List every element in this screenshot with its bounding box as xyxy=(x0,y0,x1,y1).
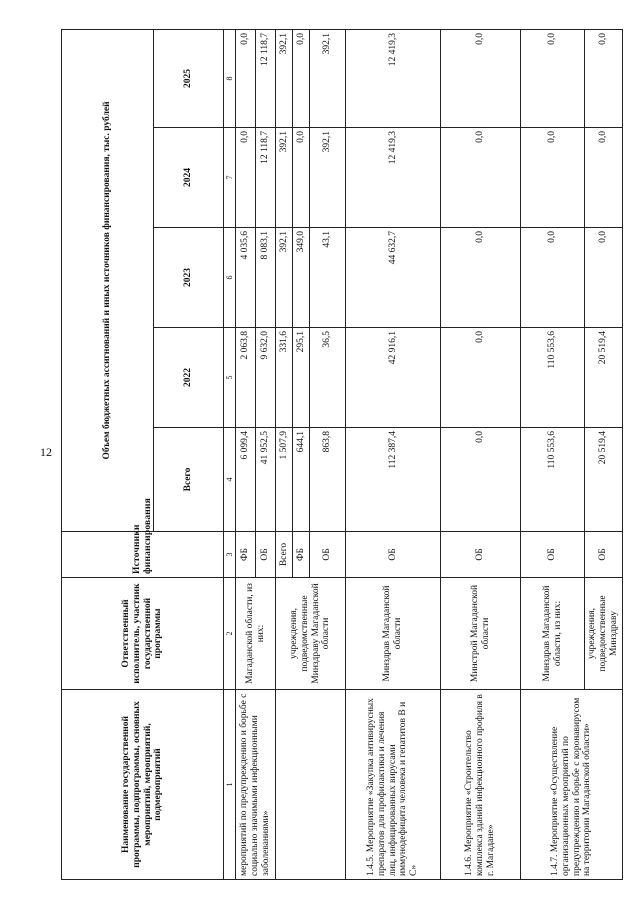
header-source: Источники финансирования xyxy=(62,532,224,578)
value-cell: 9 632,0 xyxy=(256,328,276,428)
value-cell: 2 063,8 xyxy=(236,328,256,428)
item-executor: учреждения, подведомственные Минздраву xyxy=(585,578,623,690)
value-cell: 12 118,7 xyxy=(256,128,276,228)
value-cell: 0,0 xyxy=(441,29,521,127)
item-executor: Минстрой Магаданской области xyxy=(441,578,521,690)
item-name: 1.4.6. Мероприятие «Строительство комплекса зданий инфекционного профиля в г. Магадане» xyxy=(441,690,521,880)
table-row xyxy=(521,29,585,879)
col-number: 2 xyxy=(224,578,236,690)
header-2023: 2023 xyxy=(154,228,224,328)
value-cell: 0,0 xyxy=(441,428,521,532)
table-row xyxy=(441,29,521,879)
budget-table xyxy=(61,29,623,880)
source-cell: ОБ xyxy=(521,532,585,578)
table-row xyxy=(236,29,256,879)
header-2024: 2024 xyxy=(154,128,224,228)
source-cell: ОБ xyxy=(346,532,441,578)
item-name: мероприятий по предупреждению и борьбе с социально значимыми инфекционными заболеваниями» xyxy=(236,690,276,880)
page-number: 12 xyxy=(40,445,52,459)
col-number: 5 xyxy=(224,328,236,428)
header-total: Всего xyxy=(154,428,224,532)
value-cell: 349,0 xyxy=(293,228,310,328)
value-cell: 0,0 xyxy=(293,128,310,228)
column-number-row xyxy=(224,29,236,879)
value-cell: 392,1 xyxy=(276,128,293,228)
source-cell: ФБ xyxy=(293,532,310,578)
table-row xyxy=(276,29,293,879)
value-cell: 295,1 xyxy=(293,328,310,428)
value-cell: 644,1 xyxy=(293,428,310,532)
col-number: 1 xyxy=(224,690,236,880)
header-executor: Ответственный исполнитель, участник государственной программы xyxy=(62,578,224,690)
header-name: Наименование государственной программы, подпрограммы, основных мероприятий, мероприятий, подмероприятий xyxy=(62,690,224,880)
header-2025: 2025 xyxy=(154,29,224,127)
col-number: 3 xyxy=(224,532,236,578)
header-2022: 2022 xyxy=(154,328,224,428)
value-cell: 392,1 xyxy=(310,128,346,228)
col-number: 6 xyxy=(224,228,236,328)
item-executor: Минздрав Магаданской области, из них: xyxy=(521,578,585,690)
table-row xyxy=(346,29,441,879)
item-executor: учреждения, подведомственные Минздраву Магаданской области xyxy=(276,578,346,690)
budget-table-sheet xyxy=(61,30,619,880)
value-cell: 331,6 xyxy=(276,328,293,428)
value-cell: 0,0 xyxy=(441,328,521,428)
item-name-empty xyxy=(276,690,346,880)
col-number: 7 xyxy=(224,128,236,228)
value-cell: 110 553,6 xyxy=(521,428,585,532)
value-cell: 6 099,4 xyxy=(236,428,256,532)
value-cell: 0,0 xyxy=(521,128,585,228)
value-cell: 0,0 xyxy=(441,128,521,228)
value-cell: 12 419,3 xyxy=(346,128,441,228)
value-cell: 0,0 xyxy=(236,128,256,228)
value-cell: 44 632,7 xyxy=(346,228,441,328)
header-funding: Объем бюджетных ассигнований и иных источников финансирования, тыс. рублей xyxy=(62,29,154,531)
value-cell: 0,0 xyxy=(293,29,310,127)
item-name: 1.4.7. Мероприятие «Осуществление организационных мероприятий по предупреждению и борьбе с коронавирусом на территории Магаданской области» xyxy=(521,690,623,880)
value-cell: 110 553,6 xyxy=(521,328,585,428)
value-cell: 392,1 xyxy=(276,228,293,328)
source-cell: ФБ xyxy=(236,532,256,578)
value-cell: 12 419,3 xyxy=(346,29,441,127)
source-cell: ОБ xyxy=(256,532,276,578)
source-cell: Всего xyxy=(276,532,293,578)
value-cell: 0,0 xyxy=(585,128,623,228)
value-cell: 0,0 xyxy=(521,228,585,328)
value-cell: 0,0 xyxy=(585,228,623,328)
value-cell: 43,1 xyxy=(310,228,346,328)
value-cell: 20 519,4 xyxy=(585,428,623,532)
value-cell: 0,0 xyxy=(441,228,521,328)
value-cell: 112 387,4 xyxy=(346,428,441,532)
source-cell: ОБ xyxy=(585,532,623,578)
item-name: 1.4.5. Мероприятие «Закупка антивирусных препаратов для профилактики и лечения лиц, инфицированных вирусами иммунодефицита человека и гепатитов В и С» xyxy=(346,690,441,880)
source-cell: ОБ xyxy=(310,532,346,578)
value-cell: 0,0 xyxy=(236,29,256,127)
value-cell: 12 118,7 xyxy=(256,29,276,127)
value-cell: 392,1 xyxy=(276,29,293,127)
item-executor: Минздрав Магаданской области xyxy=(346,578,441,690)
value-cell: 1 507,9 xyxy=(276,428,293,532)
value-cell: 4 035,6 xyxy=(236,228,256,328)
value-cell: 36,5 xyxy=(310,328,346,428)
value-cell: 8 083,1 xyxy=(256,228,276,328)
value-cell: 863,8 xyxy=(310,428,346,532)
item-executor: Магаданской области, из них: xyxy=(236,578,276,690)
value-cell: 42 916,1 xyxy=(346,328,441,428)
value-cell: 0,0 xyxy=(585,29,623,127)
value-cell: 0,0 xyxy=(521,29,585,127)
col-number: 8 xyxy=(224,29,236,127)
value-cell: 20 519,4 xyxy=(585,328,623,428)
col-number: 4 xyxy=(224,428,236,532)
value-cell: 41 952,5 xyxy=(256,428,276,532)
source-cell: ОБ xyxy=(441,532,521,578)
value-cell: 392,1 xyxy=(310,29,346,127)
